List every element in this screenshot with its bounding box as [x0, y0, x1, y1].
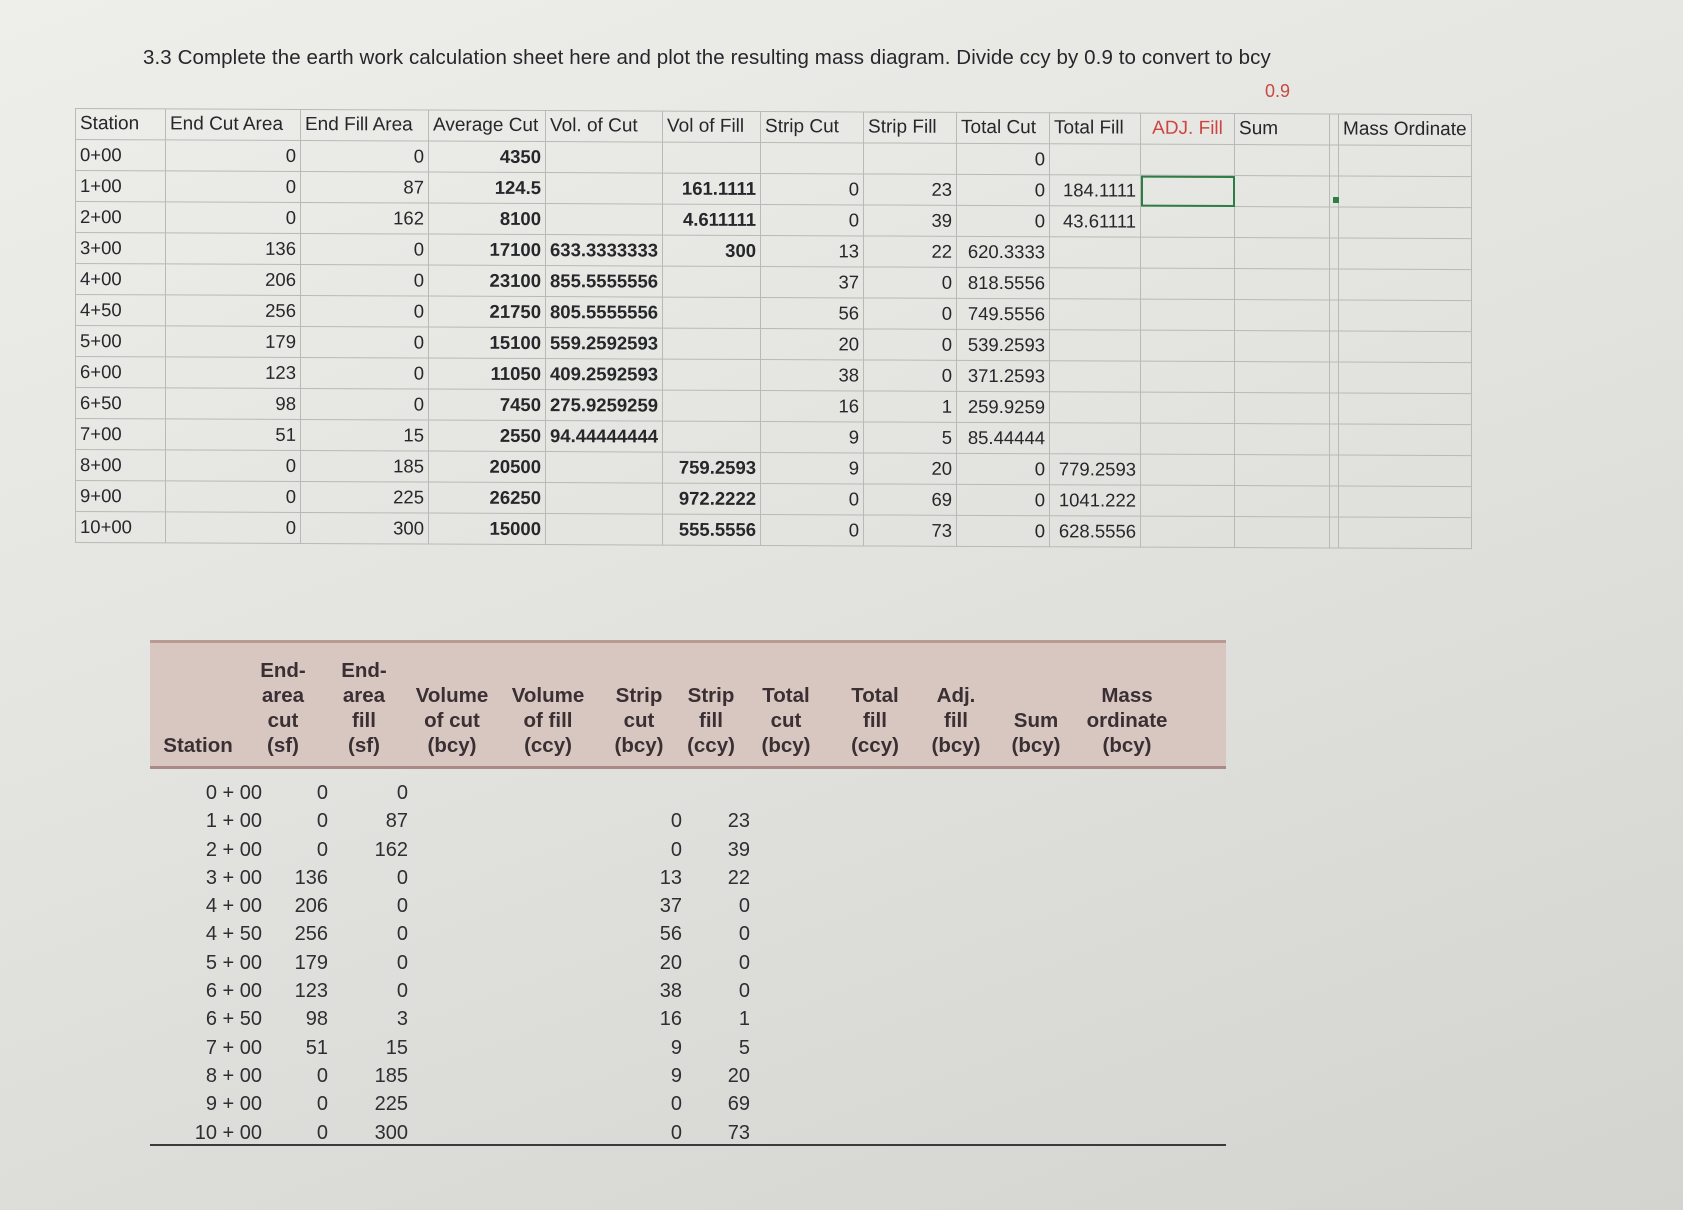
- header-mass-ordinate[interactable]: Mass Ordinate: [1339, 114, 1472, 146]
- cell-strip-cut[interactable]: 37: [761, 266, 864, 297]
- cell-mass-ordinate[interactable]: [1339, 207, 1472, 239]
- book-header-strip-cut: Strip cut (bcy): [614, 684, 664, 757]
- textbook-table-body: [150, 769, 1226, 1146]
- cell-adj-fill[interactable]: [1141, 268, 1235, 299]
- book-strip-cut-value: [638, 779, 682, 807]
- cell-mass-ordinate[interactable]: [1339, 300, 1472, 332]
- book-strip-cut-value: 0: [670, 1093, 682, 1116]
- book-station-value: 5 + 00: [205, 951, 262, 974]
- book-end-cut-value: 98: [305, 1008, 328, 1031]
- cell-total-cut[interactable]: 0: [957, 515, 1050, 546]
- cell-average-cut[interactable]: 23100: [429, 265, 546, 297]
- book-header-strip-fill: Strip fill (ccy): [687, 684, 735, 757]
- cell-sum[interactable]: [1235, 331, 1330, 362]
- cell-vol-of-fill[interactable]: 4.611111: [663, 204, 761, 235]
- cell-strip-cut[interactable]: 9: [761, 452, 864, 483]
- cell-strip-fill[interactable]: 22: [864, 236, 957, 267]
- cell-blank[interactable]: [1330, 455, 1339, 486]
- book-end-fill-value: 3: [396, 1008, 408, 1031]
- cell-strip-fill[interactable]: 0: [864, 298, 957, 329]
- cell-average-cut[interactable]: 26250: [429, 482, 546, 514]
- cell-total-fill[interactable]: [1050, 268, 1141, 299]
- cell-total-cut[interactable]: 371.2593: [957, 360, 1050, 391]
- cell-vol-of-fill[interactable]: [663, 297, 761, 328]
- cell-total-fill[interactable]: [1050, 392, 1141, 423]
- book-end-fill-value: 0: [396, 866, 408, 889]
- cell-blank[interactable]: [1330, 300, 1339, 331]
- cell-strip-cut[interactable]: 0: [761, 514, 864, 545]
- cell-vol-of-fill[interactable]: 161.1111: [663, 173, 761, 204]
- header-strip-fill[interactable]: Strip Fill: [864, 112, 957, 143]
- cell-adj-fill[interactable]: [1141, 237, 1235, 268]
- cell-strip-fill[interactable]: 20: [864, 453, 957, 484]
- cell-end-fill-area[interactable]: 15: [301, 419, 429, 451]
- cell-adj-fill[interactable]: [1141, 516, 1235, 547]
- cell-station[interactable]: 6+50: [76, 388, 166, 419]
- book-strip-fill-value: 0: [738, 980, 750, 1003]
- cell-strip-cut[interactable]: 0: [761, 483, 864, 514]
- cell-vol-of-cut[interactable]: 559.2592593: [546, 328, 663, 360]
- cell-end-cut-area[interactable]: 0: [166, 202, 301, 234]
- header-vol-of-cut[interactable]: Vol. of Cut: [546, 111, 663, 143]
- book-station-value: 3 + 00: [205, 866, 262, 889]
- cell-end-cut-area[interactable]: 136: [166, 233, 301, 265]
- book-strip-cut-value: 37: [659, 895, 682, 918]
- cell-end-fill-area[interactable]: 225: [301, 481, 429, 513]
- book-station-value: 6 + 50: [205, 1008, 262, 1031]
- cell-adj-fill[interactable]: [1141, 299, 1235, 330]
- book-strip-cut-value: 38: [659, 980, 682, 1003]
- book-header-volume-cut: Volume of cut (bcy): [415, 684, 489, 757]
- cell-average-cut[interactable]: 20500: [429, 451, 546, 483]
- cell-average-cut[interactable]: 4350: [429, 141, 546, 173]
- book-strip-cut-value: 0: [670, 810, 682, 833]
- cell-vol-of-fill[interactable]: [663, 421, 761, 452]
- book-end-fill-value: 225: [374, 1093, 408, 1116]
- cell-strip-fill[interactable]: [864, 143, 957, 174]
- book-station-value: 0 + 00: [205, 782, 262, 804]
- cell-sum[interactable]: [1235, 393, 1330, 424]
- book-strip-cut-value: 0: [670, 1121, 682, 1144]
- cell-adj-fill[interactable]: [1141, 423, 1235, 454]
- cell-average-cut[interactable]: 2550: [429, 420, 546, 452]
- cell-end-cut-area[interactable]: 179: [166, 326, 301, 358]
- cell-vol-of-cut[interactable]: 409.2592593: [546, 359, 663, 391]
- book-station-value: 9 + 00: [205, 1093, 262, 1116]
- cell-blank[interactable]: [1330, 207, 1339, 238]
- book-station-column: [170, 779, 262, 1147]
- cell-adj-fill[interactable]: [1141, 392, 1235, 423]
- cell-blank[interactable]: [1330, 393, 1339, 424]
- cell-average-cut[interactable]: 11050: [429, 358, 546, 390]
- cell-sum[interactable]: [1235, 362, 1330, 393]
- cell-blank[interactable]: [1330, 362, 1339, 393]
- spreadsheet-table: [75, 108, 1472, 549]
- cell-total-fill[interactable]: 1041.222: [1050, 485, 1141, 516]
- book-station-value: 4 + 50: [205, 923, 262, 946]
- cell-vol-of-cut[interactable]: [546, 452, 663, 484]
- book-strip-fill-value: 69: [727, 1093, 750, 1116]
- cell-strip-fill[interactable]: 0: [864, 267, 957, 298]
- cell-mass-ordinate[interactable]: [1339, 331, 1472, 363]
- cell-strip-cut[interactable]: 13: [761, 235, 864, 266]
- cell-strip-cut[interactable]: 20: [761, 328, 864, 359]
- book-station-value: 10 + 00: [194, 1121, 262, 1144]
- cell-total-fill[interactable]: 184.1111: [1050, 175, 1141, 206]
- book-end-cut-value: 136: [294, 866, 328, 889]
- book-station-value: 4 + 00: [205, 895, 262, 918]
- cell-station[interactable]: 4+00: [76, 264, 166, 295]
- book-header-sum: Sum (bcy): [1011, 709, 1061, 757]
- cell-strip-fill[interactable]: 5: [864, 422, 957, 453]
- cell-average-cut[interactable]: 15100: [429, 327, 546, 359]
- cell-average-cut[interactable]: 124.5: [429, 172, 546, 204]
- cell-station[interactable]: 0+00: [76, 140, 166, 171]
- book-end-cut-value: 0: [316, 1064, 328, 1087]
- header-adj-fill[interactable]: ADJ. Fill: [1141, 113, 1235, 144]
- selection-fill-handle[interactable]: [1333, 197, 1339, 203]
- cell-end-cut-area[interactable]: 123: [166, 357, 301, 389]
- cell-total-cut[interactable]: 0: [957, 484, 1050, 515]
- book-end-fill-column: [350, 779, 408, 1147]
- cell-end-cut-area[interactable]: 0: [166, 481, 301, 513]
- cell-average-cut[interactable]: 21750: [429, 296, 546, 328]
- cell-mass-ordinate[interactable]: [1339, 455, 1472, 487]
- cell-strip-fill[interactable]: 69: [864, 484, 957, 515]
- cell-strip-fill[interactable]: 73: [864, 515, 957, 546]
- cell-mass-ordinate[interactable]: [1339, 176, 1472, 208]
- cell-adj-fill[interactable]: [1141, 485, 1235, 516]
- cell-vol-of-fill[interactable]: 972.2222: [663, 483, 761, 514]
- book-strip-fill-value: 22: [727, 866, 750, 889]
- cell-total-fill[interactable]: [1050, 237, 1141, 268]
- book-end-cut-value: 0: [316, 782, 328, 804]
- book-end-fill-value: 185: [374, 1064, 408, 1087]
- cell-blank[interactable]: [1330, 269, 1339, 300]
- book-strip-fill-value: [710, 779, 750, 807]
- book-strip-cut-value: 56: [659, 923, 682, 946]
- cell-total-cut[interactable]: 539.2593: [957, 329, 1050, 360]
- cell-blank[interactable]: [1330, 238, 1339, 269]
- cell-station[interactable]: 1+00: [76, 171, 166, 202]
- textbook-table: [150, 640, 1226, 1146]
- book-strip-fill-value: 1: [738, 1008, 750, 1031]
- cell-mass-ordinate[interactable]: [1339, 269, 1472, 301]
- cell-station[interactable]: 3+00: [76, 233, 166, 264]
- book-strip-fill-value: 20: [727, 1064, 750, 1087]
- header-total-cut[interactable]: Total Cut: [957, 112, 1050, 143]
- cell-vol-of-cut[interactable]: [546, 142, 663, 174]
- cell-vol-of-fill[interactable]: 300: [663, 235, 761, 266]
- cell-end-fill-area[interactable]: 0: [301, 140, 429, 172]
- cell-sum[interactable]: [1235, 207, 1330, 238]
- cell-strip-fill[interactable]: 23: [864, 174, 957, 205]
- header-total-fill[interactable]: Total Fill: [1050, 113, 1141, 144]
- cell-end-fill-area[interactable]: 0: [301, 233, 429, 265]
- spreadsheet-body: [76, 140, 1472, 549]
- book-strip-fill-value: 0: [738, 951, 750, 974]
- cell-sum[interactable]: [1235, 238, 1330, 269]
- cell-blank[interactable]: [1330, 517, 1339, 548]
- cell-total-cut[interactable]: 0: [957, 453, 1050, 484]
- cell-end-fill-area[interactable]: 300: [301, 512, 429, 544]
- cell-end-cut-area[interactable]: 0: [166, 450, 301, 482]
- cell-adj-fill[interactable]: [1141, 454, 1235, 485]
- header-strip-cut[interactable]: Strip Cut: [761, 111, 864, 142]
- book-end-cut-value: 0: [316, 1121, 328, 1144]
- book-end-cut-value: 0: [316, 1093, 328, 1116]
- cell-strip-cut[interactable]: [761, 142, 864, 173]
- book-strip-fill-column: [710, 779, 750, 1147]
- header-empty[interactable]: [1330, 114, 1339, 145]
- cell-total-cut[interactable]: 0: [957, 205, 1050, 236]
- cell-end-cut-area[interactable]: 98: [166, 388, 301, 420]
- cell-total-fill[interactable]: 43.61111: [1050, 206, 1141, 237]
- cell-sum[interactable]: [1235, 455, 1330, 486]
- cell-station[interactable]: 9+00: [76, 481, 166, 512]
- cell-end-fill-area[interactable]: 87: [301, 171, 429, 203]
- book-end-fill-value: 0: [396, 782, 408, 804]
- cell-station[interactable]: 6+00: [76, 357, 166, 388]
- book-station-value: 1 + 00: [205, 810, 262, 833]
- cell-blank[interactable]: [1330, 486, 1339, 517]
- cell-vol-of-cut[interactable]: [546, 483, 663, 515]
- cell-end-cut-area[interactable]: 0: [166, 171, 301, 203]
- cell-sum[interactable]: [1235, 300, 1330, 331]
- cell-vol-of-cut[interactable]: 633.3333333: [546, 235, 663, 267]
- conversion-factor-cell[interactable]: 0.9: [1265, 81, 1291, 101]
- book-end-fill-value: 0: [396, 923, 408, 946]
- cell-sum[interactable]: [1235, 517, 1330, 548]
- cell-total-fill[interactable]: 628.5556: [1050, 516, 1141, 547]
- book-strip-cut-value: 9: [670, 1064, 682, 1087]
- book-header-end-area-fill: End- area fill (sf): [341, 659, 387, 757]
- cell-station[interactable]: 8+00: [76, 450, 166, 481]
- book-strip-fill-value: 23: [727, 810, 750, 833]
- cell-vol-of-fill[interactable]: 555.5556: [663, 514, 761, 545]
- cell-station[interactable]: 4+50: [76, 295, 166, 326]
- header-sum[interactable]: Sum: [1235, 114, 1330, 145]
- book-strip-cut-value: 0: [670, 838, 682, 861]
- book-end-cut-value: 51: [305, 1036, 328, 1059]
- cell-end-cut-area[interactable]: 0: [166, 140, 301, 172]
- cell-end-fill-area[interactable]: 162: [301, 202, 429, 234]
- cell-strip-cut[interactable]: 38: [761, 359, 864, 390]
- cell-mass-ordinate[interactable]: [1339, 393, 1472, 425]
- cell-end-fill-area[interactable]: 0: [301, 388, 429, 420]
- cell-vol-of-fill[interactable]: [663, 390, 761, 421]
- cell-strip-cut[interactable]: 0: [761, 173, 864, 204]
- cell-total-cut[interactable]: 620.3333: [957, 236, 1050, 267]
- cell-total-fill[interactable]: 779.2593: [1050, 454, 1141, 485]
- book-end-cut-value: 206: [294, 895, 328, 918]
- book-end-cut-value: 0: [316, 838, 328, 861]
- cell-strip-cut[interactable]: 9: [761, 421, 864, 452]
- book-strip-fill-value: 0: [738, 923, 750, 946]
- cell-total-cut[interactable]: 85.44444: [957, 422, 1050, 453]
- cell-average-cut[interactable]: 8100: [429, 203, 546, 235]
- cell-strip-cut[interactable]: 56: [761, 297, 864, 328]
- book-strip-fill-value: 39: [727, 838, 750, 861]
- cell-station[interactable]: 7+00: [76, 419, 166, 450]
- cell-station[interactable]: 2+00: [76, 202, 166, 233]
- book-header-station: Station: [163, 734, 233, 757]
- cell-vol-of-fill[interactable]: [663, 328, 761, 359]
- cell-total-fill[interactable]: [1050, 361, 1141, 392]
- cell-total-cut[interactable]: 749.5556: [957, 298, 1050, 329]
- header-vol-of-fill[interactable]: Vol of Fill: [663, 111, 761, 142]
- header-station[interactable]: Station: [76, 109, 166, 140]
- cell-adj-fill[interactable]: [1141, 361, 1235, 392]
- book-strip-cut-column: [638, 779, 682, 1147]
- book-station-value: 2 + 00: [205, 838, 262, 861]
- cell-average-cut[interactable]: 7450: [429, 389, 546, 421]
- cell-adj-fill[interactable]: [1141, 175, 1235, 206]
- book-header-mass-ordinate: Mass ordinate (bcy): [1086, 684, 1168, 757]
- cell-vol-of-cut[interactable]: [546, 204, 663, 236]
- cell-vol-of-cut[interactable]: [546, 173, 663, 205]
- cell-vol-of-cut[interactable]: [546, 514, 663, 546]
- cell-end-fill-area[interactable]: 0: [301, 357, 429, 389]
- cell-total-fill[interactable]: [1050, 299, 1141, 330]
- book-end-fill-value: 15: [385, 1036, 408, 1059]
- book-end-fill-value: 162: [374, 838, 408, 861]
- book-end-cut-value: 0: [316, 810, 328, 833]
- cell-vol-of-fill[interactable]: [663, 359, 761, 390]
- cell-end-cut-area[interactable]: 206: [166, 264, 301, 296]
- header-end-cut-area[interactable]: End Cut Area: [166, 109, 301, 141]
- book-end-cut-value: 256: [294, 923, 328, 946]
- book-end-cut-value: 123: [294, 980, 328, 1003]
- cell-strip-cut[interactable]: 0: [761, 204, 864, 235]
- cell-end-fill-area[interactable]: 185: [301, 450, 429, 482]
- book-strip-cut-value: 20: [659, 951, 682, 974]
- cell-total-fill[interactable]: [1050, 330, 1141, 361]
- book-strip-fill-value: 0: [738, 895, 750, 918]
- textbook-table-header: [150, 640, 1226, 769]
- cell-station[interactable]: 10+00: [76, 512, 166, 543]
- book-strip-cut-value: 16: [659, 1008, 682, 1031]
- cell-adj-fill[interactable]: [1141, 330, 1235, 361]
- cell-total-cut[interactable]: 818.5556: [957, 267, 1050, 298]
- cell-mass-ordinate[interactable]: [1339, 517, 1472, 549]
- cell-average-cut[interactable]: 17100: [429, 234, 546, 266]
- cell-end-fill-area[interactable]: 0: [301, 295, 429, 327]
- cell-vol-of-fill[interactable]: [663, 142, 761, 173]
- cell-sum[interactable]: [1235, 424, 1330, 455]
- cell-mass-ordinate[interactable]: [1339, 238, 1472, 270]
- cell-total-cut[interactable]: 0: [957, 174, 1050, 205]
- cell-mass-ordinate[interactable]: [1339, 362, 1472, 394]
- cell-blank[interactable]: [1330, 424, 1339, 455]
- cell-sum[interactable]: [1235, 486, 1330, 517]
- spreadsheet-row: [76, 512, 1472, 549]
- cell-adj-fill[interactable]: [1141, 206, 1235, 237]
- cell-vol-of-cut[interactable]: 805.5555556: [546, 297, 663, 329]
- cell-vol-of-cut[interactable]: 94.44444444: [546, 421, 663, 453]
- book-strip-fill-value: 73: [727, 1121, 750, 1144]
- book-strip-fill-value: 5: [738, 1036, 750, 1059]
- cell-end-cut-area[interactable]: 51: [166, 419, 301, 451]
- book-strip-cut-value: 9: [670, 1036, 682, 1059]
- instruction-text: 3.3 Complete the earth work calculation sheet here and plot the resulting mass diagram. Divide ccy by 0.9 to convert to bcy: [143, 46, 1271, 69]
- book-end-fill-value: 0: [396, 951, 408, 974]
- book-end-fill-value: 0: [396, 895, 408, 918]
- cell-station[interactable]: 5+00: [76, 326, 166, 357]
- cell-vol-of-cut[interactable]: 855.5555556: [546, 266, 663, 298]
- cell-end-cut-area[interactable]: 256: [166, 295, 301, 327]
- book-end-fill-value: 0: [396, 980, 408, 1003]
- book-strip-cut-value: 13: [659, 866, 682, 889]
- header-average-cut[interactable]: Average Cut: [429, 110, 546, 142]
- cell-sum[interactable]: [1235, 145, 1330, 176]
- cell-sum[interactable]: [1235, 176, 1330, 207]
- book-end-cut-value: 179: [294, 951, 328, 974]
- cell-total-cut[interactable]: 259.9259: [957, 391, 1050, 422]
- book-header-total-fill: Total fill (ccy): [851, 684, 899, 757]
- cell-mass-ordinate[interactable]: [1339, 424, 1472, 456]
- cell-blank[interactable]: [1330, 145, 1339, 176]
- header-end-fill-area[interactable]: End Fill Area: [301, 109, 429, 141]
- book-station-value: 8 + 00: [205, 1064, 262, 1087]
- cell-mass-ordinate[interactable]: [1339, 145, 1472, 177]
- book-end-fill-value: 87: [385, 810, 408, 833]
- book-end-cut-column: [270, 779, 328, 1147]
- cell-sum[interactable]: [1235, 269, 1330, 300]
- book-station-value: 7 + 00: [205, 1036, 262, 1059]
- book-header-volume-fill: Volume of fill (ccy): [511, 684, 585, 757]
- cell-strip-fill[interactable]: 0: [864, 360, 957, 391]
- cell-vol-of-fill[interactable]: [663, 266, 761, 297]
- cell-mass-ordinate[interactable]: [1339, 486, 1472, 518]
- book-header-end-area-cut: End- area cut (sf): [260, 659, 306, 757]
- book-header-adj-fill: Adj. fill (bcy): [931, 684, 981, 757]
- cell-total-fill[interactable]: [1050, 423, 1141, 454]
- cell-end-fill-area[interactable]: 0: [301, 264, 429, 296]
- cell-adj-fill[interactable]: [1141, 144, 1235, 175]
- book-end-fill-value: 300: [374, 1121, 408, 1144]
- cell-total-fill[interactable]: [1050, 144, 1141, 175]
- book-header-total-cut: Total cut (bcy): [761, 684, 811, 757]
- cell-strip-fill[interactable]: 1: [864, 391, 957, 422]
- book-station-value: 6 + 00: [205, 980, 262, 1003]
- cell-total-cut[interactable]: 0: [957, 143, 1050, 174]
- cell-end-fill-area[interactable]: 0: [301, 326, 429, 358]
- cell-vol-of-cut[interactable]: 275.9259259: [546, 390, 663, 422]
- cell-end-cut-area[interactable]: 0: [166, 512, 301, 544]
- cell-blank[interactable]: [1330, 331, 1339, 362]
- cell-strip-fill[interactable]: 39: [864, 205, 957, 236]
- cell-strip-cut[interactable]: 16: [761, 390, 864, 421]
- cell-strip-fill[interactable]: 0: [864, 329, 957, 360]
- cell-vol-of-fill[interactable]: 759.2593: [663, 452, 761, 483]
- cell-average-cut[interactable]: 15000: [429, 513, 546, 545]
